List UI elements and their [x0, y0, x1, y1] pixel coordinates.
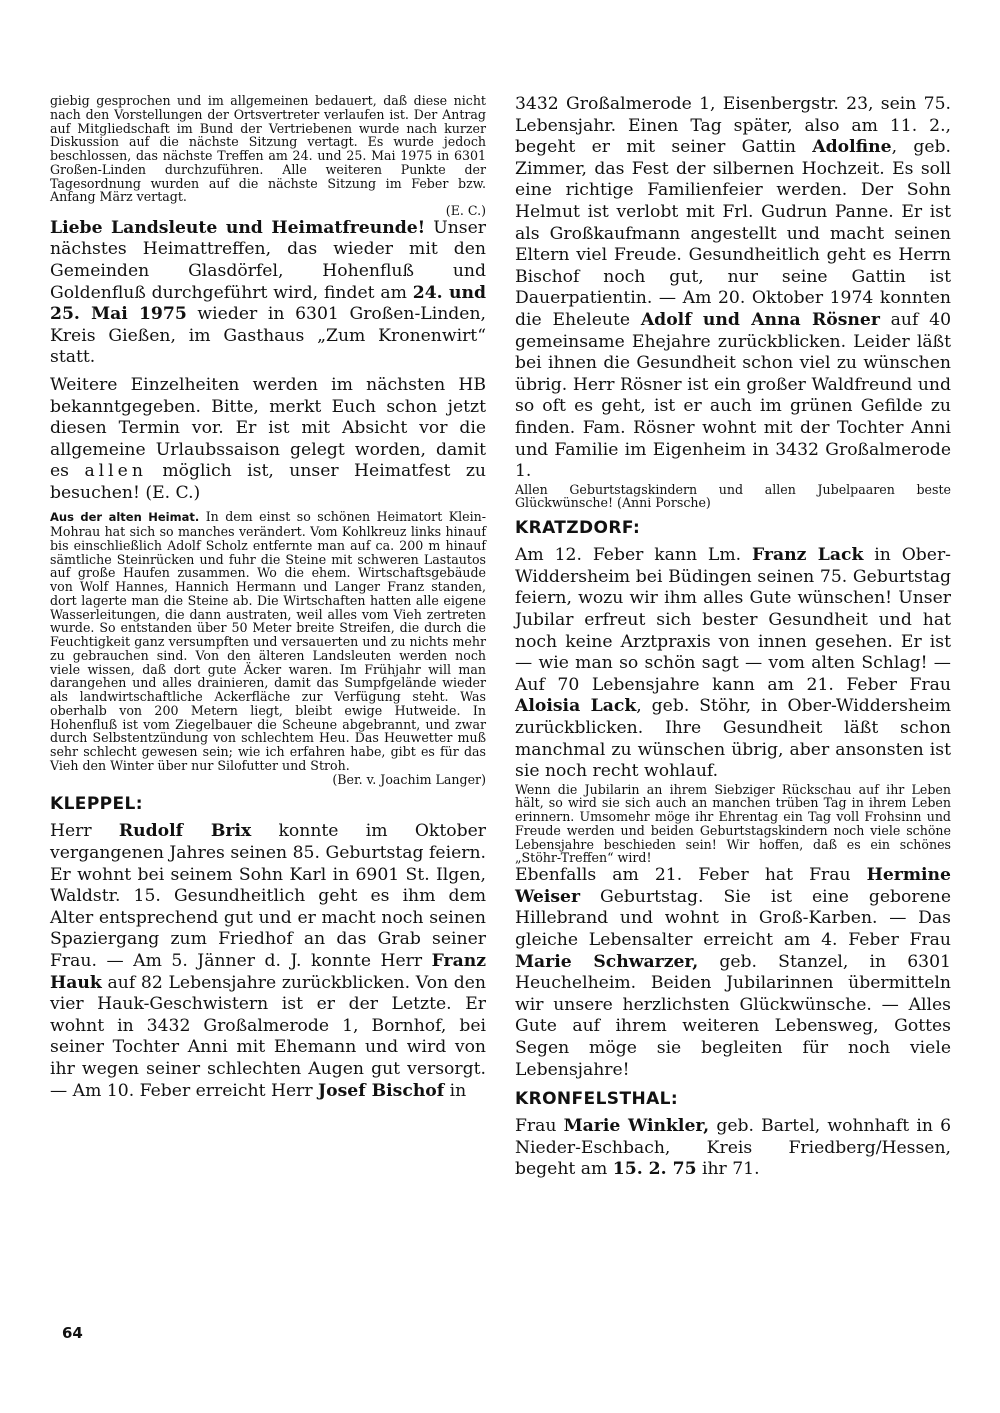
kratzdorf-paragraph: Am 12. Feber kann Lm. Franz Lack in Ober-Widdersheim bei Büdingen seinen 75. Geburtstag feiern, wozu wir ihm alles Gute wünschen! Unser Jubilar erfreut sich bester Gesundheit und hat noch keine Arztpraxis von innen gesehen. Er ist — wie man so schön sagt — vom alten Schlag! — Auf 70 Lebensjahre kann am 21. Feber Frau Aloisia Lack, geb. Stöhr, in Ober-Widdersheim zurückblicken. Ihre Gesundheit läßt schon manchmal zu wünschen übrig, aber ansonsten ist sie noch recht wohlauf. [515, 545, 951, 782]
greetings-note: Allen Geburtstagskindern und allen Jubelpaaren beste Glückwünsche! (Anni Porsche) [515, 481, 951, 511]
right-column [515, 94, 951, 1181]
old-homeland-signature: (Ber. v. Joachim Langer) [332, 771, 486, 787]
kleppel-heading: KLEPPEL: [50, 794, 143, 815]
old-homeland-paragraph: Aus der alten Heimat. In dem einst so schönen Heimatort Klein-Mohrau hat sich so manches verändert. Vom Kohlkreuz links hinauf bis einschließlich Adolf Scholz entfernte man auf ca. 200 m hinauf sämtliche Steinrücken und fuhr die Steine mit schweren Lastautos auf große Haufen zusammen. Wo die ehem. Wirtschaftsgebäude von Wolf Hannes, Hannich Hermann und Langer Franz standen, dort lagerte man die Steine ab. Die Wirtschaften hatten alle eigene Wasserleitungen, die dann austraten, weil alles vom Vieh zertreten wurde. So entstanden über 50 Meter breite Streifen, die durch die Feuchtigkeit ganz versumpften und versauerten und zu nichts mehr zu gebrauchen sind. Von den älteren Landsleuten werden noch viele wissen, daß dort gute Äcker waren. Im Frühjahr will man darangehen und alles drainieren, damit das Sumpfgelände wieder als landwirtschaftliche Ackerfläche zur Verfügung steht. Was oberhalb von 200 Metern liegt, bleibt ewige Hutweide. In Hohenfluß ist vom Ziegelbauer die Scheune abgebrannt, und zwar durch Selbstentzündung von schlechtem Heu. Das Heuwetter muß sehr schlecht gewesen sein; wie ich erfahren habe, gibt es für das Vieh den Winter über nur Silofutter und Stroh. [50, 509, 487, 773]
invitation-paragraph: Liebe Landsleute und Heimatfreunde! Unser nächstes Heimattreffen, das wieder mit den Gemeinden Glasdörfel, Hohenfluß und Goldenfluß durchgeführt wird, findet am 24. und 25. Mai 1975 wieder in 6301 Großen-Linden, Kreis Gießen, im Gasthaus „Zum Kronenwirt“ statt. [50, 217, 486, 368]
kratzdorf-heading: KRATZDORF: [515, 518, 641, 539]
meeting-report-signature: (E. C.) [445, 203, 486, 218]
invitation-lead: Liebe Landsleute und Heimatfreunde! [50, 217, 426, 238]
bischof-paragraph: 3432 Großalmerode 1, Eisenbergstr. 23, sein 75. Lebensjahr. Einen Tag später, also am 11. 2., begeht er mit seiner Gattin Adolfine, geb. Zimmer, das Fest der silbernen Hochzeit. Es soll eine richtige Familienfeier werden. Der Sohn Helmut ist verlobt mit Frl. Gudrun Panne. Er ist als Großkaufmann angestellt und macht seinen Eltern viel Freude. Gesundheitlich geht es Herrn Bischof noch gut, nur seine Gattin ist Dauerpatientin. — Am 20. Oktober 1974 konnten die Eheleute Adolf und Anna Rösner auf 40 gemeinsame Ehejahre zurückblicken. Leider läßt bei ihnen die Gesundheit schon viel zu wünschen übrig. Herr Rösner ist ein großer Waldfreund und so oft es geht, ist er auch im grünen Gefilde zu finden. Fam. Rösner wohnt mit der Tochter Anni und Familie im Eigenheim in 3432 Großalmerode 1. [515, 94, 952, 482]
kronfelsthal-heading: KRONFELSTHAL: [515, 1089, 679, 1110]
kratzdorf-paragraph-2: Ebenfalls am 21. Feber hat Frau Hermine Weiser Geburtstag. Sie ist eine geborene Hillebrand und wohnt in Groß-Karben. — Das gleiche Lebensalter erreicht am 4. Feber Frau Marie Schwarzer, geb. Stanzel, in 6301 Heuchelheim. Beiden Jubilarinnen übermitteln wir unsere herzlichsten Glückwünsche. — Alles Gute auf ihrem weiteren Lebensweg, Gottes Segen möge sie begleiten für noch viele Lebensjahre! [515, 865, 951, 1080]
left-column [50, 94, 486, 1102]
meeting-date: 24. und 25. Mai 1975 [50, 282, 486, 325]
details-paragraph: Weitere Einzelheiten werden im nächsten HB bekanntgegeben. Bitte, merkt Euch schon jetzt diesen Termin vor. Er ist mit Absicht vor die allgemeine Urlaubssaison gelegt worden, damit es allen möglich ist, unser Heimatfest zu besuchen! (E. C.) [50, 374, 486, 503]
kratzdorf-note: Wenn die Jubilarin an ihrem Siebziger Rückschau auf ihr Leben hält, so wird sie sich auch an manchen trüben Tag in ihrem Leben erinnern. Umsomehr möge ihr Ehrentag ein Tag voll Frohsinn und Freude werden und beiden Geburtstagskindern noch viele schöne Lebensjahre beschieden sein! Wir hoffen, daß es ein schönes „Stöhr-Treffen“ wird! [515, 781, 951, 866]
old-homeland-lead: Aus der alten Heimat. [50, 510, 200, 525]
kleppel-paragraph: Herr Rudolf Brix konnte im Oktober vergangenen Jahres seinen 85. Geburtstag feiern. Er wohnt bei seinem Sohn Karl in 6901 St. Ilgen, Waldstr. 15. Gesundheitlich geht es ihm dem Alter entsprechend gut und er macht noch seinen Spaziergang zum Friedhof an das Grab seiner Frau. — Am 5. Jänner d. J. konnte Herr Franz Hauk auf 82 Lebensjahre zurückblicken. Von den vier Hauk-Geschwistern ist er der Letzte. Er wohnt in 3432 Großalmerode 1, Bornhof, bei seiner Tochter Anni mit Ehemann und wird von ihr wegen seiner schlechten Augen gut versorgt. — Am 10. Feber erreicht Herr Josef Bischof in [50, 821, 486, 1101]
page-number: 64 [62, 1324, 83, 1342]
kronfelsthal-paragraph: Frau Marie Winkler, geb. Bartel, wohnhaft in 6 Nieder-Eschbach, Kreis Friedberg/Hessen, begeht am 15. 2. 75 ihr 71. [515, 1116, 952, 1180]
meeting-report-paragraph: giebig gesprochen und im allgemeinen bedauert, daß diese nicht nach den Vorstellungen der Ortsvertreter verlaufen ist. Der Antrag auf Mitgliedschaft im Bund der Vertriebenen wurde nach kurzer Diskussion auf die nächste Sitzung vertagt. Es wurde jedoch beschlossen, das nächste Treffen am 24. und 25. Mai 1975 in 6301 Großen-Linden durchzuführen. Alle weiteren Punkte der Tagesordnung wurden auf die nächste Sitzung im Feber bzw. Anfang März vertagt. [50, 93, 486, 205]
